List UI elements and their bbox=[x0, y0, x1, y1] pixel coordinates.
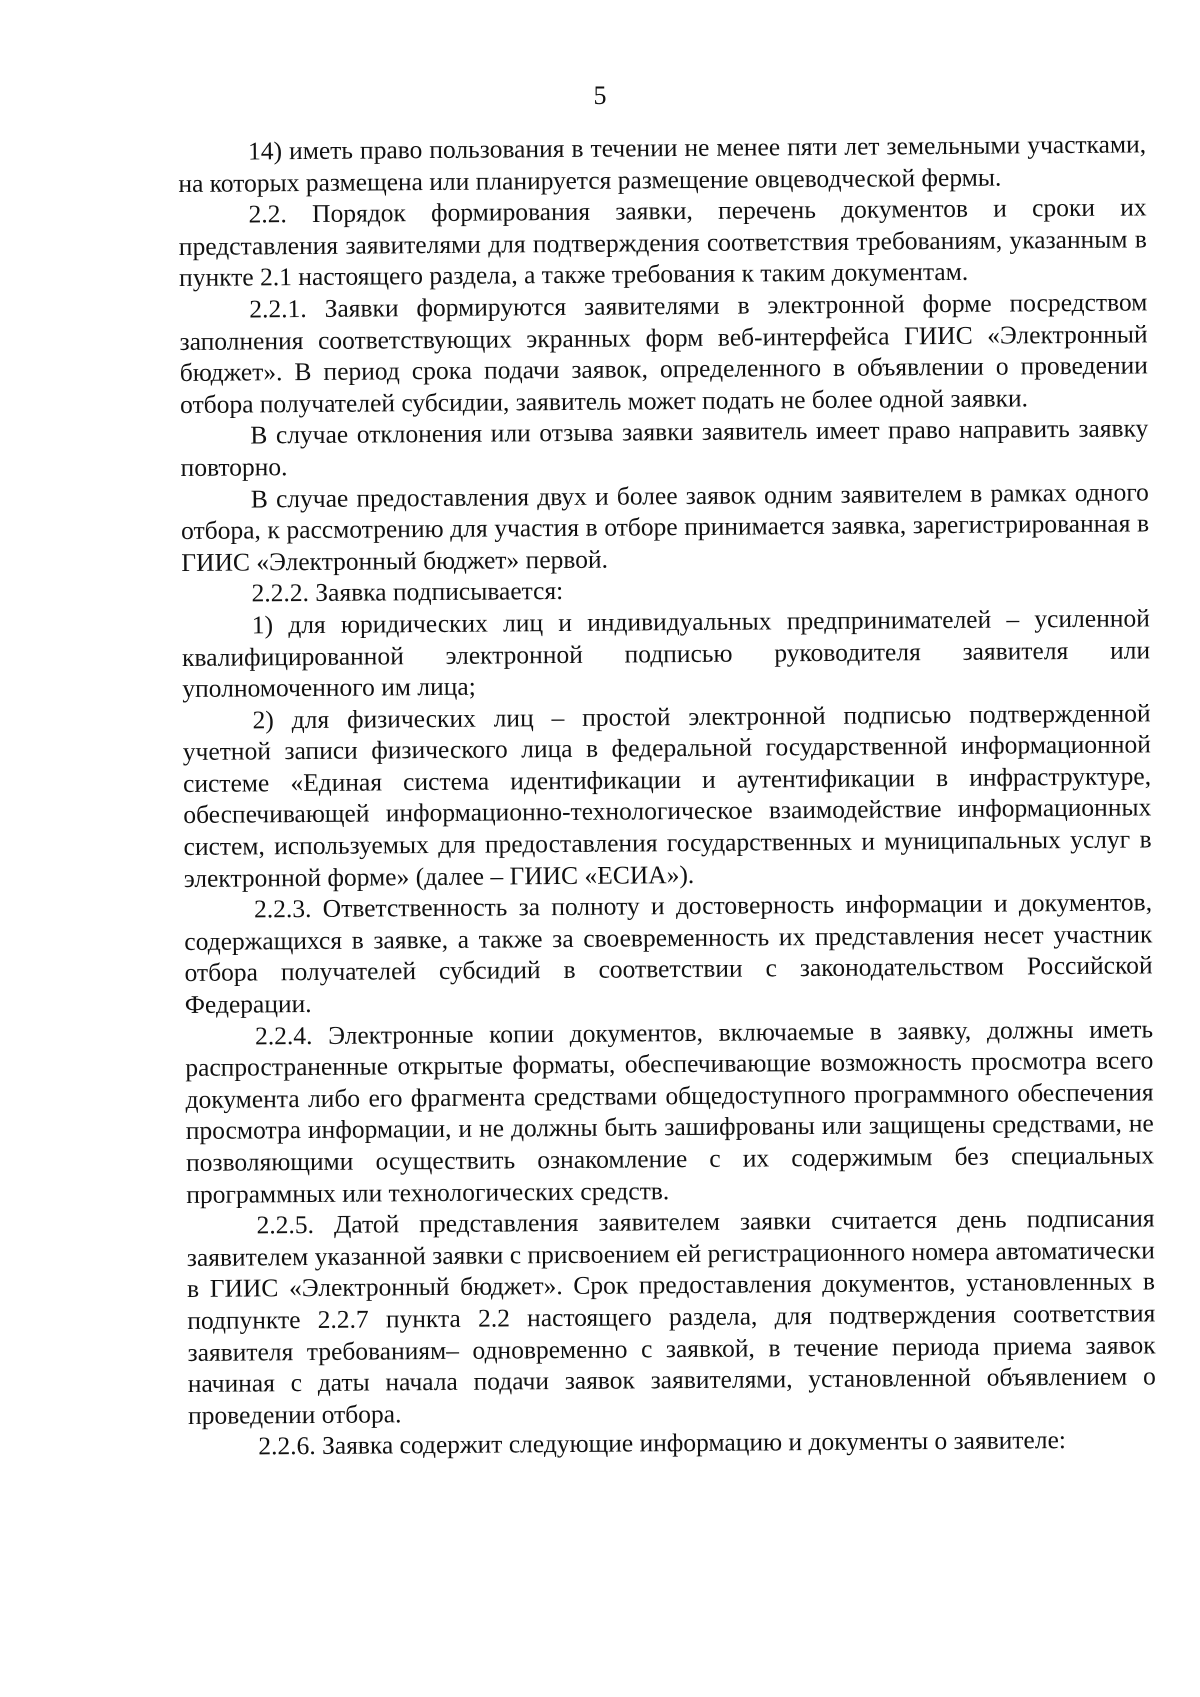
paragraph-item-14: 14) иметь право пользования в течении не менее пяти лет земельными участками, на которых размещена или планируется размещение овцеводческой фермы. bbox=[178, 129, 1147, 198]
document-body bbox=[178, 128, 1156, 1462]
paragraph-2-2-4: 2.2.4. Электронные копии документов, включаемые в заявку, должны иметь распространенные открытые форматы, обеспечивающие возможность просмотра всего документа либо его фрагмента средствами общедоступного программного обеспечения просмотра информации, и не должны быть зашифрованы или защищены средствами, не позволяющими осуществить ознакомление с их содержимым без специальных программных или технологических средств. bbox=[185, 1013, 1155, 1209]
paragraph-2-2-2: 2.2.2. Заявка подписывается: bbox=[251, 576, 564, 608]
paragraph-legal-entities: 1) для юридических лиц и индивидуальных предпринимателей – усиленной квалифицированной электронной подписью руководителя заявителя или уполномоченного им лица; bbox=[181, 603, 1151, 704]
paragraph-individuals: 2) для физических лиц – простой электронной подписью подтвержденной учетной записи физического лица в федеральной государственной информационной системе «Единая система идентификации и аутентификации в инфраструктуре, обеспечивающей информационно-технологическое взаимодействие информационных систем, используемых для предоставления государственных и муниципальных услуг в электронной форме» (далее – ГИИС «ЕСИА»). bbox=[182, 698, 1152, 893]
page-number: 5 bbox=[593, 81, 607, 110]
paragraph-2-2-5: 2.2.5. Датой представления заявителем заявки считается день подписания заявителем указанной заявки с присвоением ей регистрационного номера автоматически в ГИИС «Электронный бюджет». Срок предоставления документов, установленных в подпункте 2.2.7 пункта 2.2 настоящего раздела, для подтверждения соответствия заявителя требованиям– одновременно с заявкой, в течение периода приема заявок начиная с даты начала подачи заявок заявителями, установленной объявлением о проведении отбора. bbox=[186, 1203, 1156, 1430]
paragraph-2-2-1: 2.2.1. Заявки формируются заявителями в электронной форме посредством заполнения соответствующих экранных форм веб-интерфейса ГИИС «Электронный бюджет». В период срока подачи заявок, определенного в объявлении о проведении отбора получателей субсидии, заявитель может подать не более одной заявки. bbox=[179, 287, 1148, 419]
paragraph-2-2-6: 2.2.6. Заявка содержит следующие информацию и документы о заявителе: bbox=[258, 1425, 1067, 1461]
paragraph-2-2: 2.2. Порядок формирования заявки, перечень документов и сроки их представления заявителями для подтверждения соответствия требованиям, указанным в пункте 2.1 настоящего раздела, а также требования к таким документам. bbox=[178, 192, 1147, 293]
paragraph-2-2-3: 2.2.3. Ответственность за полноту и достоверность информации и документов, содержащихся в заявке, а также за своевременность их представления несет участник отбора получателей субсидий в соответствии с законодательством Российской Федерации. bbox=[184, 887, 1153, 1020]
paragraph-multiple-applications: В случае предоставления двух и более заявок одним заявителем в рамках одного отбора, к рассмотрению для участия в отборе принимается заявка, зарегистрированная в ГИИС «Электронный бюджет» первой. bbox=[180, 476, 1150, 577]
paragraph-rejection: В случае отклонения или отзыва заявки заявитель имеет право направить заявку повторно. bbox=[180, 413, 1149, 482]
